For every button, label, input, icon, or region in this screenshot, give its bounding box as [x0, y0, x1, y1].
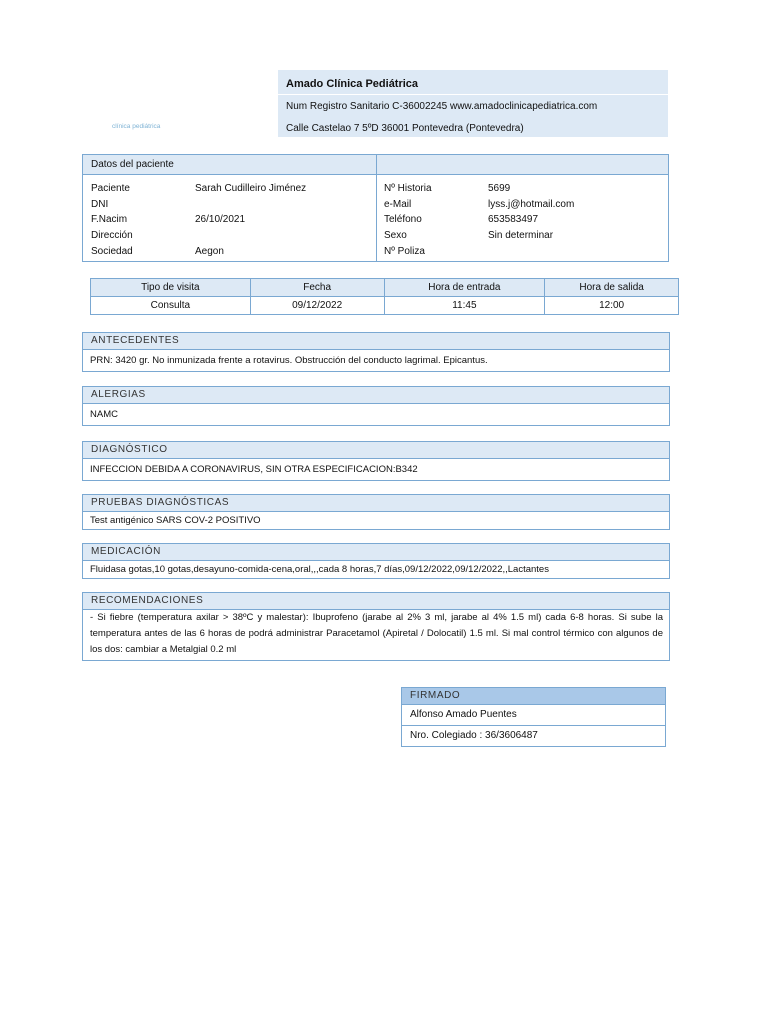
label-email: e-Mail [384, 199, 412, 210]
label-telefono: Teléfono [384, 214, 422, 225]
alergias-body: NAMC [90, 409, 118, 420]
recomendaciones-section [82, 592, 670, 661]
visit-table [90, 278, 679, 315]
recomendaciones-title: RECOMENDACIONES [83, 593, 669, 610]
value-sexo: Sin determinar [488, 230, 554, 241]
visit-header-fecha: Fecha [250, 279, 384, 297]
visit-tipo: Consulta [91, 297, 251, 315]
label-sociedad: Sociedad [91, 246, 133, 257]
table-row [91, 297, 679, 315]
medicacion-section [82, 543, 670, 579]
visit-header-entrada: Hora de entrada [384, 279, 545, 297]
diagnostico-title: DIAGNÓSTICO [83, 442, 669, 459]
antecedentes-section [82, 332, 670, 372]
value-paciente: Sarah Cudilleiro Jiménez [195, 183, 307, 194]
label-direccion: Dirección [91, 230, 133, 241]
label-poliza: Nº Poliza [384, 246, 425, 257]
medicacion-title: MEDICACIÓN [83, 544, 669, 561]
clinic-address: Calle Castelao 7 5ºD 36001 Pontevedra (Pontevedra) [286, 123, 524, 134]
visit-salida: 12:00 [545, 297, 679, 315]
antecedentes-body: PRN: 3420 gr. No inmunizada frente a rotavirus. Obstrucción del conducto lagrimal. Epicantus. [90, 355, 488, 366]
value-sociedad: Aegon [195, 246, 224, 257]
visit-fecha: 09/12/2022 [250, 297, 384, 315]
pruebas-title: PRUEBAS DIAGNÓSTICAS [83, 495, 669, 512]
label-paciente: Paciente [91, 183, 130, 194]
value-fnacim: 26/10/2021 [195, 214, 246, 225]
patient-data-panel [82, 154, 669, 262]
alergias-title: ALERGIAS [83, 387, 669, 404]
diagnostico-section [82, 441, 670, 481]
pruebas-body: Test antigénico SARS COV-2 POSITIVO [90, 515, 261, 526]
pruebas-section [82, 494, 670, 530]
visit-entrada: 11:45 [384, 297, 545, 315]
clinic-registry: Num Registro Sanitario C-36002245 www.amadoclinicapediatrica.com [286, 101, 598, 112]
antecedentes-title: ANTECEDENTES [83, 333, 669, 350]
label-sexo: Sexo [384, 230, 407, 241]
value-email: lyss.j@hotmail.com [488, 199, 575, 210]
clinic-name: Amado Clínica Pediátrica [286, 78, 419, 90]
clinic-header [278, 70, 668, 137]
firmado-name: Alfonso Amado Puentes [410, 709, 517, 720]
diagnostico-body: INFECCION DEBIDA A CORONAVIRUS, SIN OTRA ESPECIFICACION:B342 [90, 464, 418, 475]
alergias-section [82, 386, 670, 426]
visit-header-row [91, 279, 679, 297]
firmado-colegiado: Nro. Colegiado : 36/3606487 [402, 725, 665, 746]
firmado-title: FIRMADO [402, 688, 665, 705]
recomendaciones-body: - Si fiebre (temperatura axilar > 38ºC y malestar): Ibuprofeno (jarabe al 2% 3 ml, jarabe al 4% 1.5 ml) cada 6-8 horas. Si sube la temperatura antes de las 6 horas de podrá administrar Paracetamol (Apiretal / Dolocatil) 1.5 ml. Si mal control térmico con algunos de los dos: cambiar a Metalgial 0.2 ml [90, 612, 663, 655]
label-dni: DNI [91, 199, 109, 210]
clinic-logo: clínica pediátrica [112, 123, 161, 130]
value-historia: 5699 [488, 183, 511, 194]
divider [376, 155, 377, 261]
patient-header-title: Datos del paciente [91, 159, 174, 170]
firmado-section [401, 687, 666, 747]
visit-header-salida: Hora de salida [545, 279, 679, 297]
visit-header-tipo: Tipo de visita [91, 279, 251, 297]
medicacion-body: Fluidasa gotas,10 gotas,desayuno-comida-cena,oral,,,cada 8 horas,7 días,09/12/2022,09/12/2022,,Lactantes [90, 564, 549, 575]
divider [278, 94, 668, 95]
label-historia: Nº Historia [384, 183, 432, 194]
value-telefono: 653583497 [488, 214, 539, 225]
label-fnacim: F.Nacim [91, 214, 128, 225]
